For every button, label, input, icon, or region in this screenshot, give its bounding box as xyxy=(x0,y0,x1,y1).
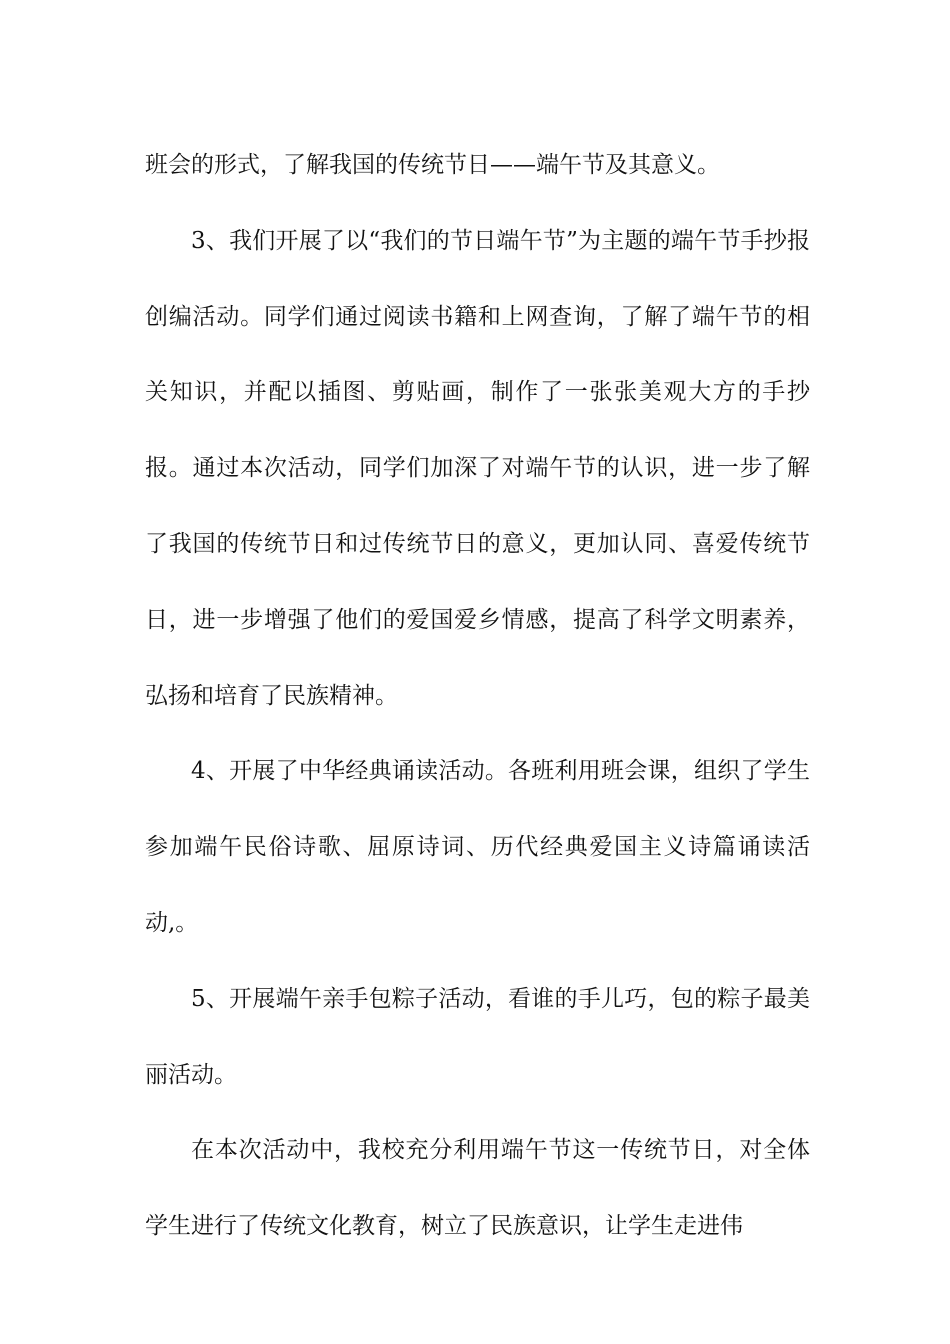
paragraph-item-4: 4、开展了中华经典诵读活动。各班利用班会课，组织了学生参加端午民俗诗歌、屈原诗词、历代经典爱国主义诗篇诵读活动,。 xyxy=(145,758,810,936)
paragraph-continued: 班会的形式，了解我国的传统节日——端午节及其意义。 xyxy=(145,152,720,178)
paragraph-summary: 在本次活动中，我校充分利用端午节这一传统节日，对全体学生进行了传统文化教育，树立了民族意识，让学生走进伟 xyxy=(145,1137,810,1240)
document-body xyxy=(145,128,810,1265)
paragraph-item-3: 3、我们开展了以“我们的节日端午节”为主题的端午节手抄报创编活动。同学们通过阅读书籍和上网查询，了解了端午节的相关知识，并配以插图、剪贴画，制作了一张张美观大方的手抄报。通过本次活动，同学们加深了对端午节的认识，进一步了解了我国的传统节日和过传统节日的意义，更加认同、喜爱传统节日，进一步增强了他们的爱国爱乡情感，提高了科学文明素养，弘扬和培育了民族精神。 xyxy=(145,227,810,709)
paragraph-item-5: 5、开展端午亲手包粽子活动，看谁的手儿巧，包的粽子最美丽活动。 xyxy=(145,985,810,1088)
